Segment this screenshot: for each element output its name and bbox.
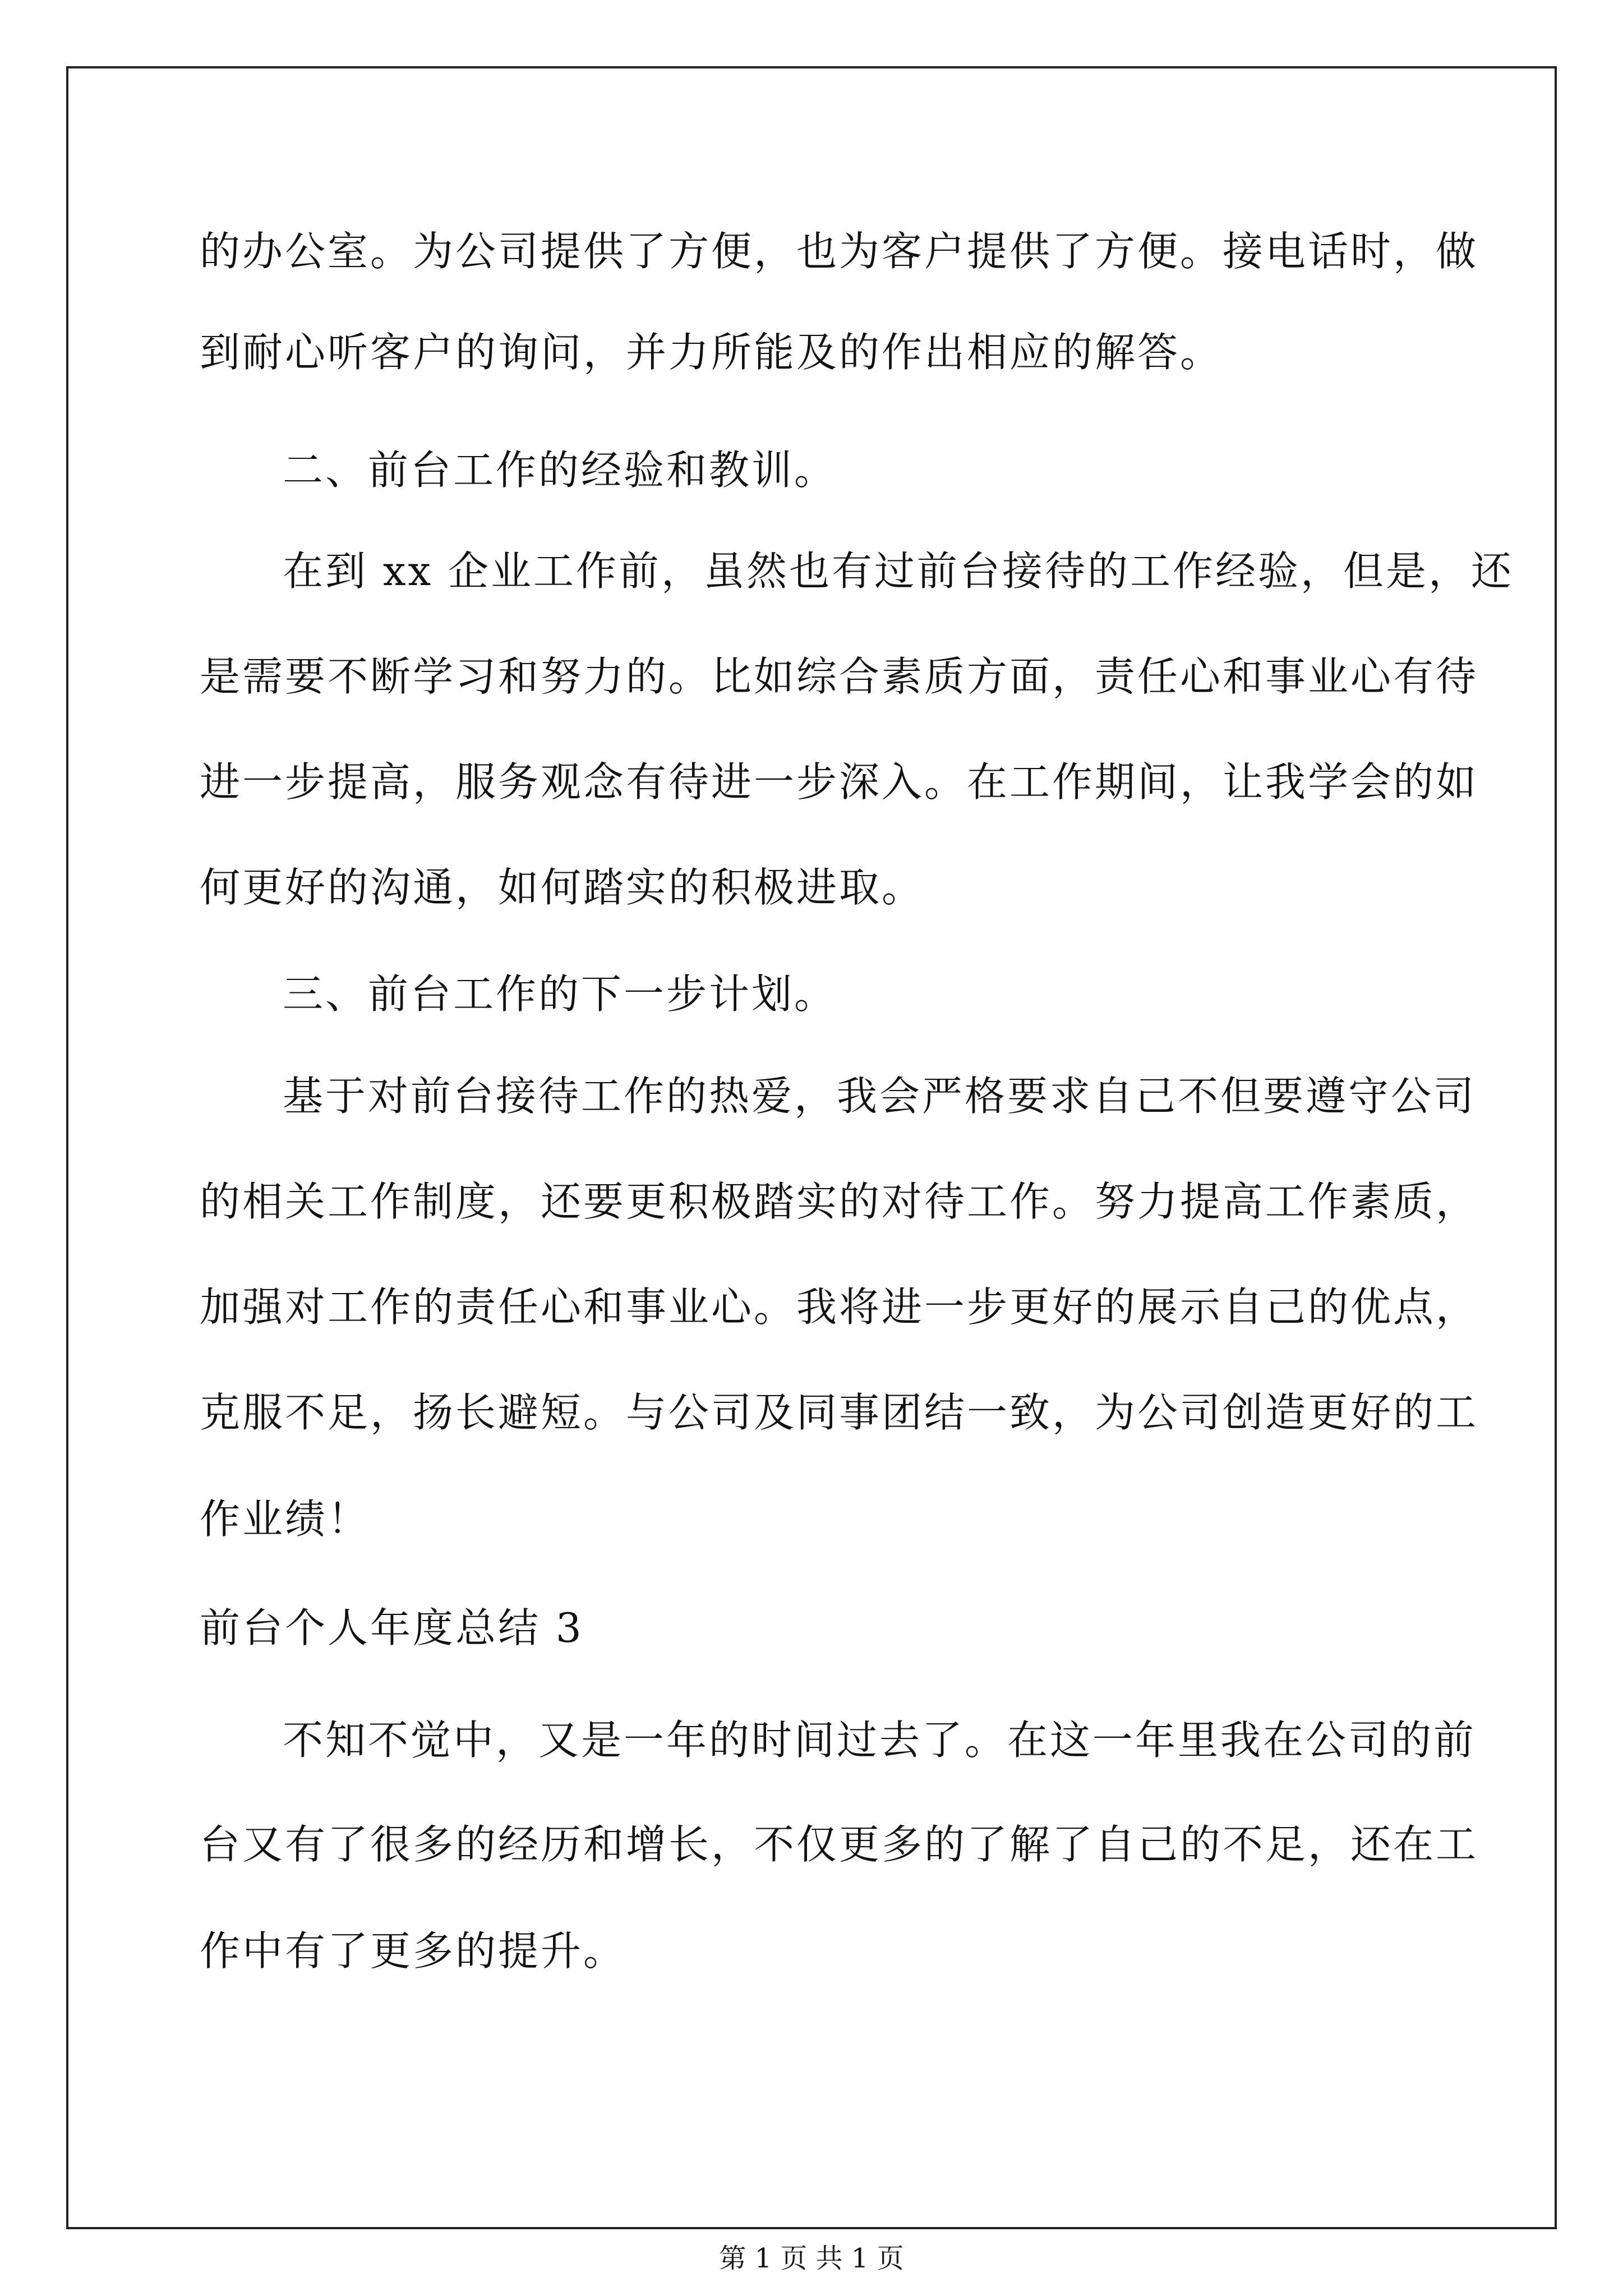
paragraph-line: 台又有了很多的经历和增长，不仅更多的了解了自己的不足，还在工 [200, 1821, 1479, 1868]
paragraph-line: 的相关工作制度，还要更积极踏实的对待工作。努力提高工作素质， [200, 1178, 1479, 1225]
document-title: 前台个人年度总结 3 [200, 1604, 584, 1651]
paragraph-line: 加强对工作的责任心和事业心。我将进一步更好的展示自己的优点， [200, 1283, 1479, 1331]
paragraph-line: 到耐心听客户的询问，并力所能及的作出相应的解答。 [200, 329, 1223, 376]
paragraph-line: 作中有了更多的提升。 [200, 1927, 626, 1975]
page-footer: 第 1 页 共 1 页 [719, 2243, 904, 2274]
paragraph-line: 不知不觉中，又是一年的时间过去了。在这一年里我在公司的前 [283, 1717, 1477, 1764]
paragraph-line: 的办公室。为公司提供了方便，也为客户提供了方便。接电话时，做 [200, 228, 1479, 275]
section-heading: 二、前台工作的经验和教训。 [283, 447, 837, 494]
paragraph-line: 是需要不断学习和努力的。比如综合素质方面，责任心和事业心有待 [200, 653, 1479, 700]
paragraph-line: 克服不足，扬长避短。与公司及同事团结一致，为公司创造更好的工 [200, 1389, 1479, 1436]
page-border [66, 66, 1557, 2229]
paragraph-line: 何更好的沟通，如何踏实的积极进取。 [200, 864, 925, 911]
paragraph-line: 进一步提高，服务观念有待进一步深入。在工作期间，让我学会的如 [200, 758, 1479, 806]
paragraph-line: 作业绩！ [200, 1496, 371, 1543]
paragraph-line: 在到 xx 企业工作前，虽然也有过前台接待的工作经验，但是，还 [283, 547, 1514, 595]
paragraph-line: 基于对前台接待工作的热爱，我会严格要求自己不但要遵守公司 [283, 1073, 1477, 1120]
section-heading: 三、前台工作的下一步计划。 [283, 970, 837, 1018]
